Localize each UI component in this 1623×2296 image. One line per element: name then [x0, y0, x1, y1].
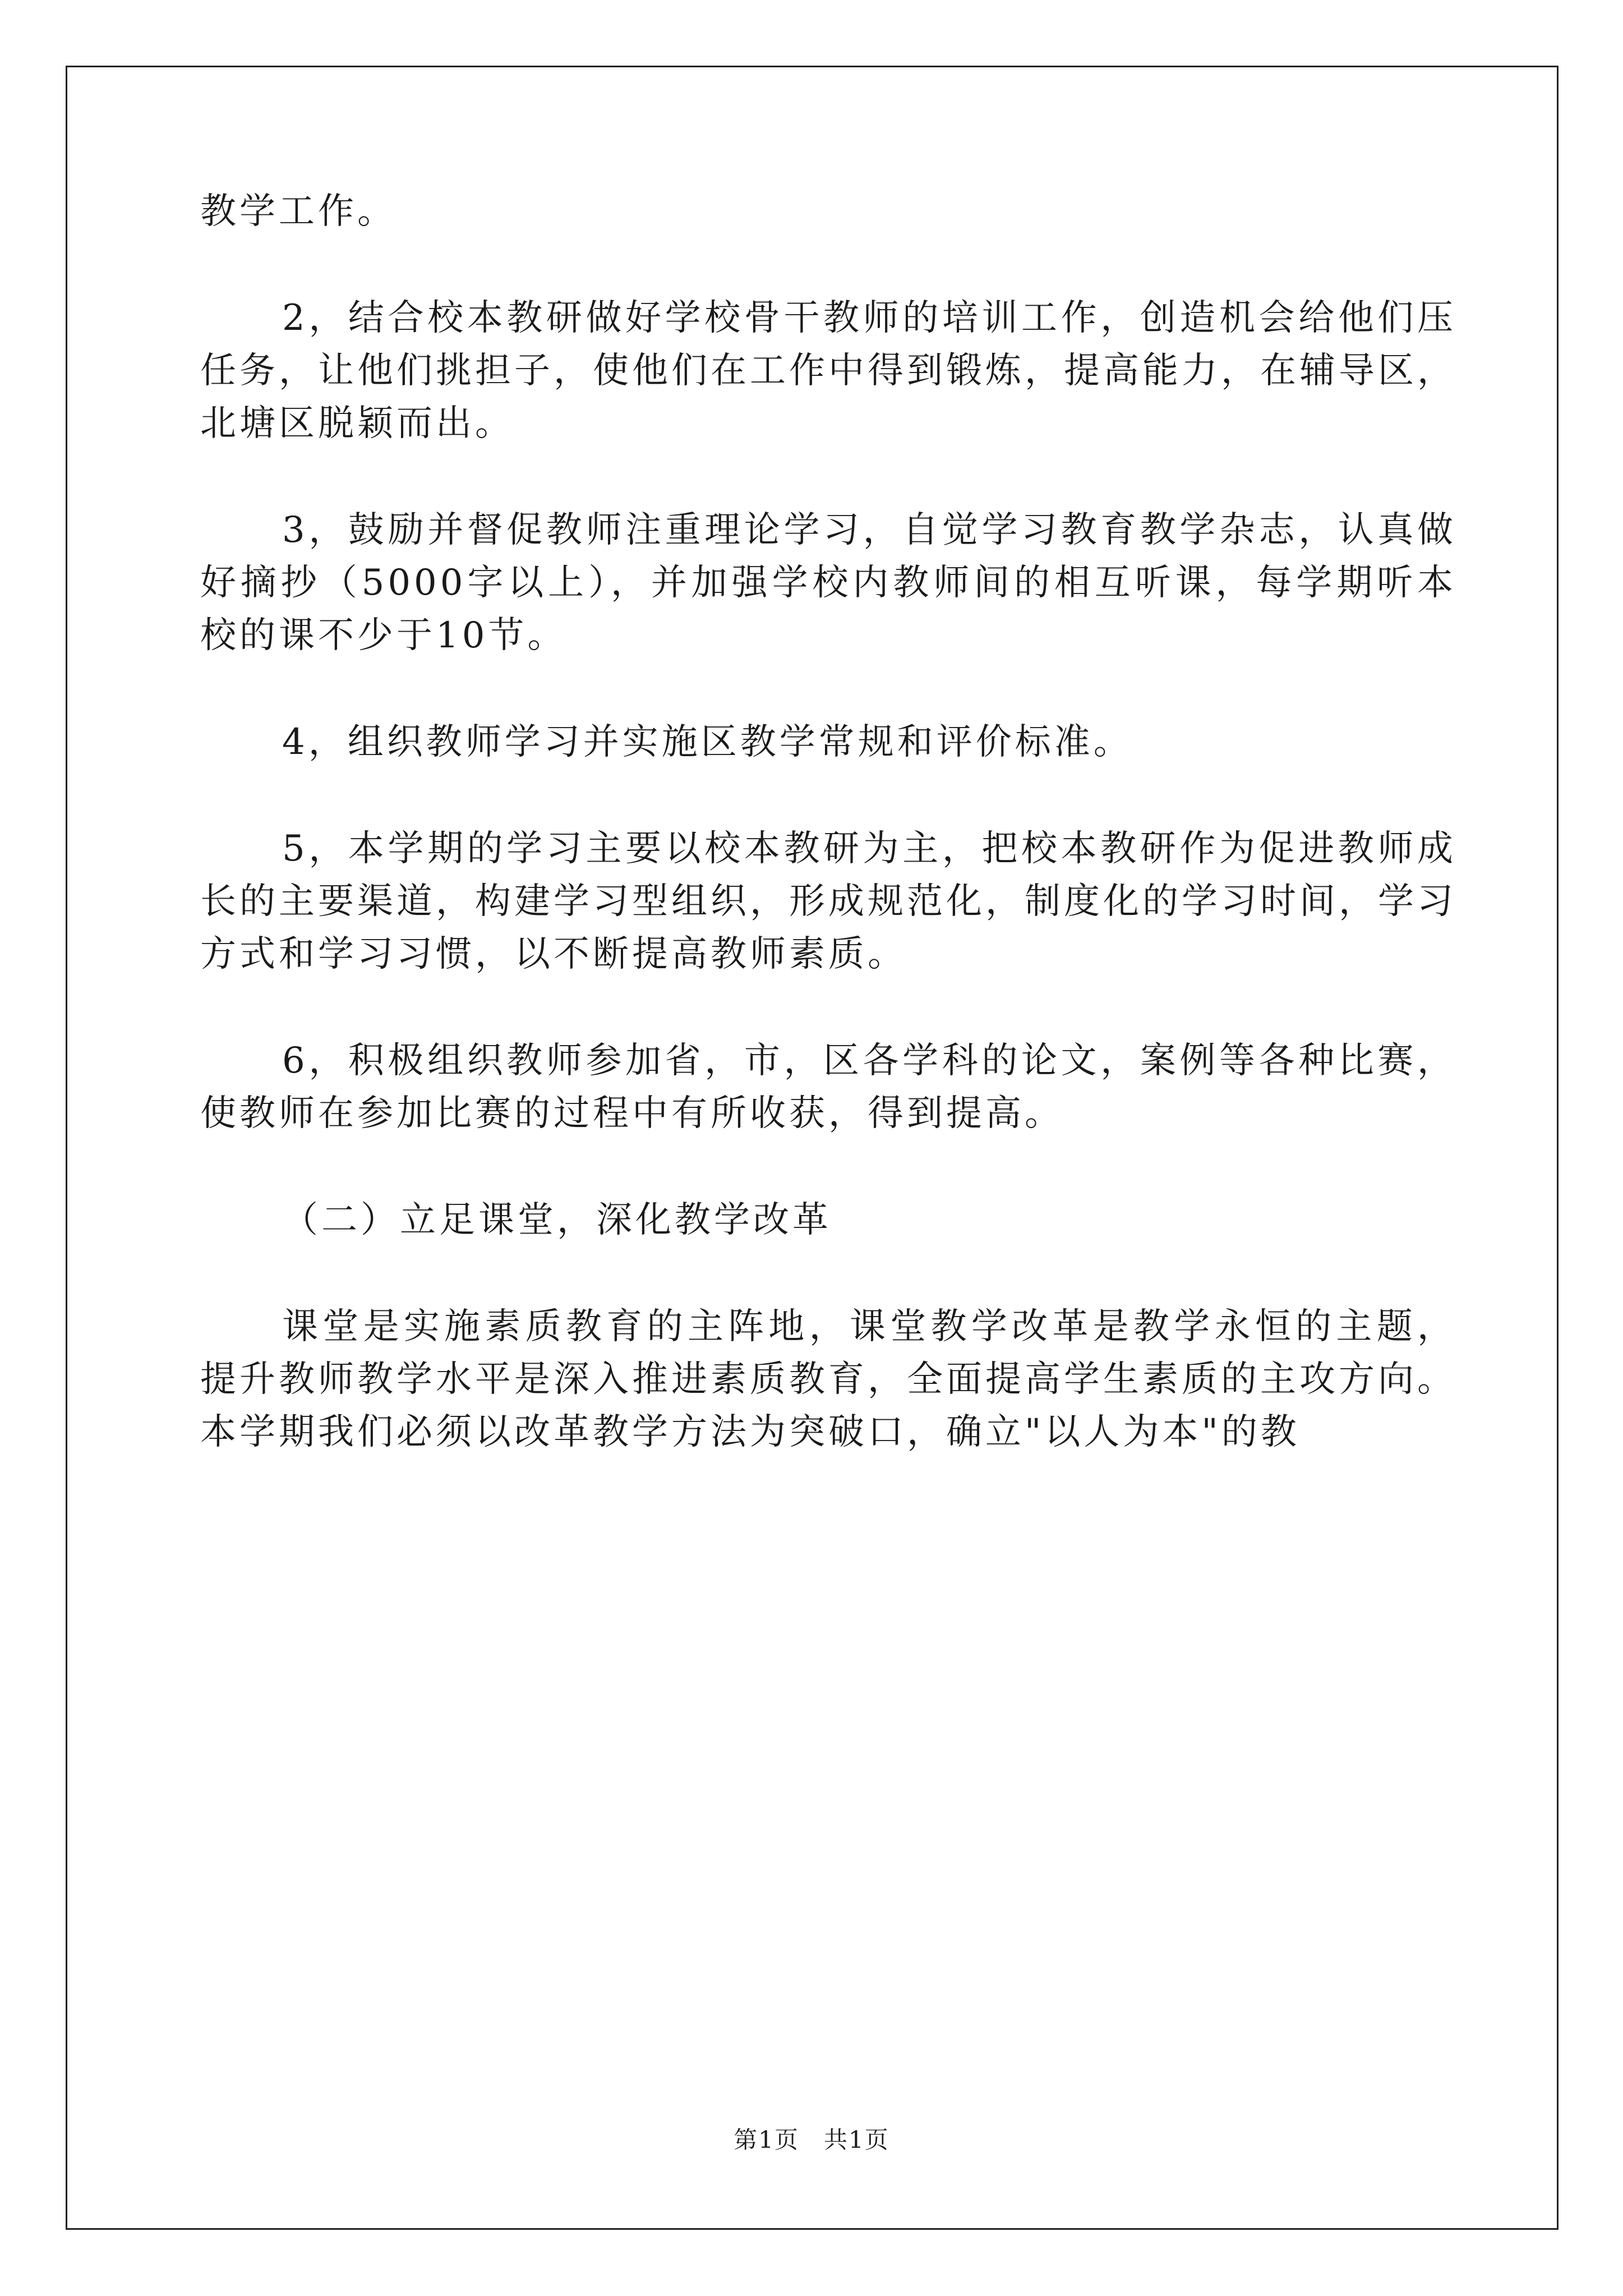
paragraph-item-5: 5，本学期的学习主要以校本教研为主，把校本教研作为促进教师成长的主要渠道，构建学习型组织，形成规范化，制度化的学习时间，学习方式和学习习惯，以不断提高教师素质。: [200, 828, 1456, 975]
paragraph-continuation: 教学工作。: [200, 191, 396, 232]
paragraph-classroom: 课堂是实施素质教育的主阵地，课堂教学改革是教学永恒的主题，提升教师教学水平是深入推进素质教育，全面提高学生素质的主攻方向。本学期我们必须以改革教学方法为突破口，确立"以人为本"的教: [200, 1306, 1456, 1453]
section-heading: （二）立足课堂，深化教学改革: [282, 1199, 832, 1241]
paragraph-item-4: 4，组织教师学习并实施区教学常规和评价标准。: [282, 721, 1133, 763]
paragraph-item-3: 3，鼓励并督促教师注重理论学习，自觉学习教育教学杂志，认真做好摘抄（5000字以上），并加强学校内教师间的相互听课，每学期听本校的课不少于10节。: [200, 509, 1456, 656]
paragraph-item-6: 6，积极组织教师参加省，市，区各学科的论文，案例等各种比赛，使教师在参加比赛的过程中有所收获，得到提高。: [200, 1040, 1456, 1134]
document-body: [200, 185, 1456, 1512]
page-number-footer: 第1页 共1页: [734, 2126, 889, 2154]
paragraph-item-2: 2，结合校本教研做好学校骨干教师的培训工作，创造机会给他们压任务，让他们挑担子，使他们在工作中得到锻炼，提高能力，在辅导区，北塘区脱颖而出。: [200, 297, 1456, 444]
